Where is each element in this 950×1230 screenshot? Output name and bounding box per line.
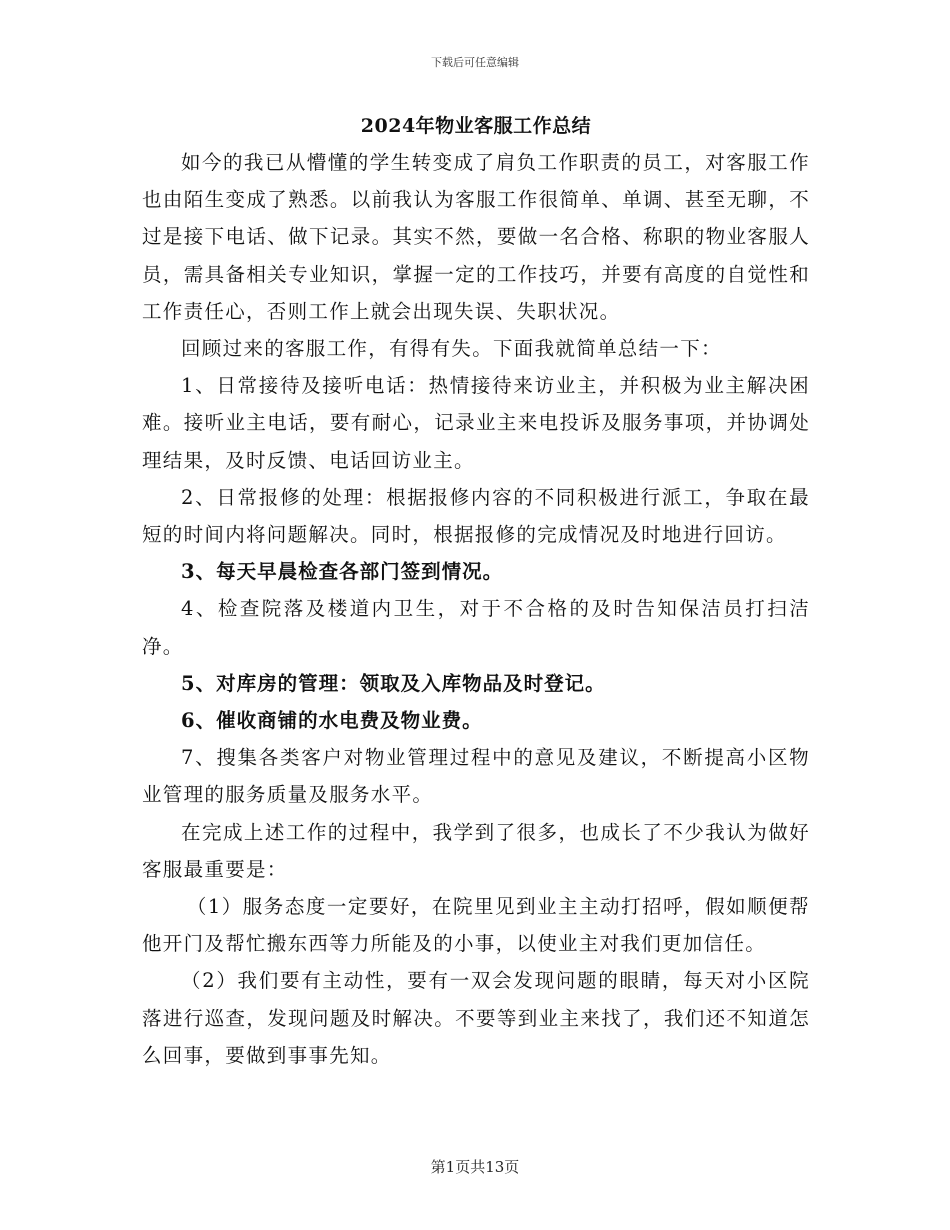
sub-item-initiative: （2）我们要有主动性，要有一双会发现问题的眼睛，每天对小区院落进行巡查，发现问题及时解决。不要等到业主来找了，我们还不知道怎么回事，要做到事事先知。 [142,969,810,1067]
sub-item-attitude: （1）服务态度一定要好，在院里见到业主主动打招呼，假如顺便帮他开门及帮忙搬东西等力所能及的小事，以使业主对我们更加信任。 [142,895,810,956]
document-title: 2024年物业客服工作总结 [360,115,592,137]
paragraph-intro: 如今的我已从懵懂的学生转变成了肩负工作职责的员工，对客服工作也由陌生变成了熟悉。以前我认为客服工作很简单、单调、甚至无聊，不过是接下电话、做下记录。其实不然，要做一名合格、称职的物业客服人员，需具备相关专业知识，掌握一定的工作技巧，并要有高度的自觉性和工作责任心，否则工作上就会出现失误、失职状况。 [142,151,810,323]
list-item-fees: 6、催收商铺的水电费及物业费。 [181,709,483,733]
list-item-reception: 1、日常接待及接听电话：热情接待来访业主，并积极为业主解决困难。接听业主电话，要有耐心，记录业主来电投诉及服务事项，并协调处理结果，及时反馈、电话回访业主。 [142,374,810,472]
list-item-hygiene: 4、检查院落及楼道内卫生，对于不合格的及时告知保洁员打扫洁净。 [142,597,810,658]
page-header-note: 下载后可任意编辑 [431,56,519,69]
list-item-warehouse: 5、对库房的管理：领取及入库物品及时登记。 [181,671,606,695]
paragraph-lessons: 在完成上述工作的过程中，我学到了很多，也成长了不少我认为做好客服最重要是： [142,820,810,881]
list-item-repairs: 2、日常报修的处理：根据报修内容的不同积极进行派工，争取在最短的时间内将问题解决。同时，根据报修的完成情况及时地进行回访。 [142,485,810,547]
list-item-attendance: 3、每天早晨检查各部门签到情况。 [181,560,504,584]
list-item-feedback: 7、搜集各类客户对物业管理过程中的意见及建议，不断提高小区物业管理的服务质量及服务水平。 [142,746,810,807]
page-number: 第1页共13页 [430,1158,520,1176]
document-body [142,112,810,1074]
paragraph-review: 回顾过来的客服工作，有得有失。下面我就简单总结一下： [181,337,722,361]
